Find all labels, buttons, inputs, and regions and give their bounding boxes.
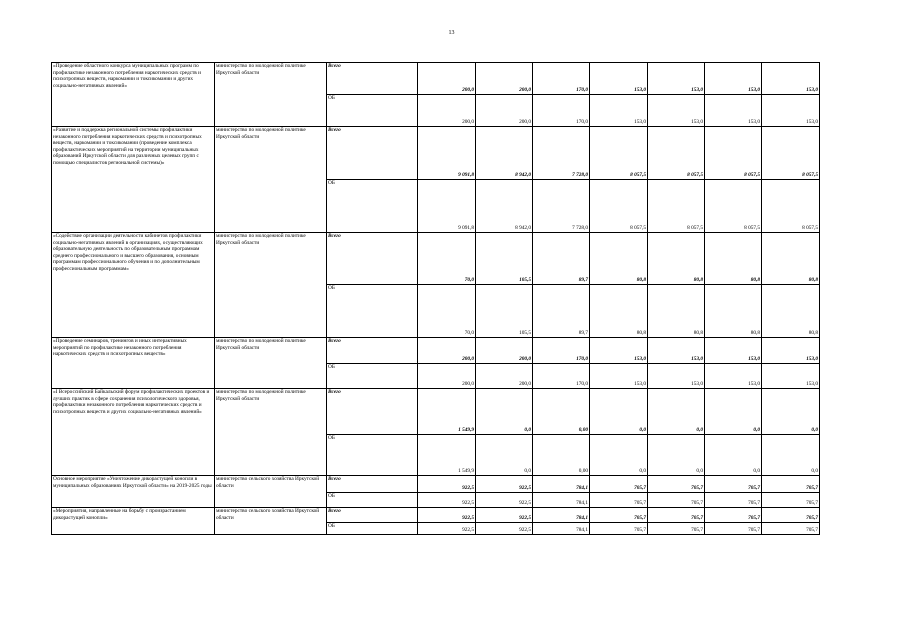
- total-value: 0,0: [590, 389, 648, 435]
- ob-value: 200,0: [476, 95, 533, 127]
- total-value: 153,0: [590, 338, 648, 364]
- total-value: 0,0: [762, 389, 820, 435]
- activity-name: «Проведение семинаров, тренингов и иных интерактивных мероприятий по профилактике незаконного потребления наркотических средств и психотропных веществ»: [52, 338, 215, 389]
- executor-name: министерство по молодежной политике Иркутской области: [215, 389, 327, 476]
- funding-source-ob: ОБ: [327, 180, 418, 233]
- executor-name: министерство сельского хозяйства Иркутской области: [215, 476, 327, 508]
- ob-value: 922,5: [418, 493, 476, 508]
- ob-value: 705,7: [705, 523, 762, 535]
- total-value: 200,0: [418, 338, 476, 364]
- activity-name: «Проведение областного конкурса муниципальных программ по профилактике незаконного потребления наркотических средств и психотропных веществ, наркомании и токсикомании и других социально-негативных явлений»: [52, 63, 215, 127]
- funding-source-total: Всего: [327, 476, 418, 493]
- ob-value: 0,0: [476, 435, 533, 476]
- total-value: 705,7: [705, 476, 762, 493]
- ob-value: 89,7: [533, 285, 590, 338]
- total-value: 70,0: [418, 233, 476, 285]
- ob-value: 153,0: [705, 364, 762, 389]
- ob-value: 705,7: [590, 523, 648, 535]
- ob-value: 0,0: [762, 435, 820, 476]
- total-value: 922,5: [418, 476, 476, 493]
- total-value: 0,0: [705, 389, 762, 435]
- ob-value: 705,7: [762, 493, 820, 508]
- ob-value: 153,0: [590, 364, 648, 389]
- funding-source-total: Всего: [327, 338, 418, 364]
- total-value: 705,7: [762, 476, 820, 493]
- ob-value: 705,7: [705, 493, 762, 508]
- total-value: 153,0: [762, 63, 820, 95]
- ob-value: 153,0: [648, 364, 705, 389]
- ob-value: 8 942,0: [476, 180, 533, 233]
- ob-value: 1 549,9: [418, 435, 476, 476]
- funding-source-ob: ОБ: [327, 285, 418, 338]
- total-value: 80,8: [705, 233, 762, 285]
- total-value: 8 057,5: [648, 127, 705, 180]
- total-value: 153,0: [648, 63, 705, 95]
- total-value: 8 057,5: [590, 127, 648, 180]
- activity-name: «Мероприятия, направленные на борьбу с произрастанием дикорастущей конопли»: [52, 508, 215, 535]
- total-value: 8 057,5: [762, 127, 820, 180]
- ob-value: 9 091,8: [418, 180, 476, 233]
- ob-value: 8 057,5: [705, 180, 762, 233]
- ob-value: 0,00: [533, 435, 590, 476]
- funding-source-total: Всего: [327, 508, 418, 523]
- total-value: 170,0: [533, 338, 590, 364]
- ob-value: 7 728,0: [533, 180, 590, 233]
- executor-name: министерство сельского хозяйства Иркутской области: [215, 508, 327, 535]
- total-value: 0,0: [648, 389, 705, 435]
- ob-value: 784,1: [533, 493, 590, 508]
- funding-source-total: Всего: [327, 127, 418, 180]
- funding-source-ob: ОБ: [327, 95, 418, 127]
- ob-value: 705,7: [648, 523, 705, 535]
- funding-source-total: Всего: [327, 233, 418, 285]
- total-value: 153,0: [590, 63, 648, 95]
- funding-source-ob: ОБ: [327, 435, 418, 476]
- total-value: 153,0: [648, 338, 705, 364]
- ob-value: 153,0: [648, 95, 705, 127]
- ob-value: 8 057,5: [648, 180, 705, 233]
- total-value: 105,5: [476, 233, 533, 285]
- total-value: 1 549,9: [418, 389, 476, 435]
- total-value: 8 057,5: [705, 127, 762, 180]
- total-value: 200,0: [476, 63, 533, 95]
- total-value: 89,7: [533, 233, 590, 285]
- total-value: 922,5: [476, 508, 533, 523]
- total-value: 80,8: [648, 233, 705, 285]
- total-value: 0,0: [476, 389, 533, 435]
- ob-value: 0,0: [590, 435, 648, 476]
- total-value: 705,7: [590, 476, 648, 493]
- ob-value: 922,5: [418, 523, 476, 535]
- total-value: 7 728,0: [533, 127, 590, 180]
- total-value: 80,8: [762, 233, 820, 285]
- executor-name: министерство по молодежной политике Иркутской области: [215, 127, 327, 233]
- table-row: [52, 508, 820, 523]
- total-value: 8 942,0: [476, 127, 533, 180]
- total-value: 705,7: [762, 508, 820, 523]
- ob-value: 80,8: [762, 285, 820, 338]
- ob-value: 105,5: [476, 285, 533, 338]
- total-value: 200,0: [418, 63, 476, 95]
- ob-value: 70,0: [418, 285, 476, 338]
- ob-value: 0,0: [705, 435, 762, 476]
- ob-value: 784,1: [533, 523, 590, 535]
- table-body: [52, 63, 820, 535]
- funding-source-total: Всего: [327, 63, 418, 95]
- ob-value: 80,8: [590, 285, 648, 338]
- ob-value: 80,8: [705, 285, 762, 338]
- total-value: 705,7: [648, 476, 705, 493]
- total-value: 0,00: [533, 389, 590, 435]
- table-row: [52, 233, 820, 285]
- total-value: 922,5: [476, 476, 533, 493]
- executor-name: министерство по молодежной политике Иркутской области: [215, 63, 327, 127]
- total-value: 922,5: [418, 508, 476, 523]
- ob-value: 0,0: [648, 435, 705, 476]
- table-row: [52, 338, 820, 364]
- table-row: [52, 63, 820, 95]
- executor-name: министерство по молодежной политике Иркутской области: [215, 233, 327, 338]
- funding-source-ob: ОБ: [327, 493, 418, 508]
- funding-source-ob: ОБ: [327, 523, 418, 535]
- table-row: [52, 389, 820, 435]
- total-value: 705,7: [648, 508, 705, 523]
- total-value: 784,1: [533, 476, 590, 493]
- total-value: 153,0: [762, 338, 820, 364]
- table-row: [52, 476, 820, 493]
- ob-value: 200,0: [418, 95, 476, 127]
- table-row: [52, 127, 820, 180]
- activity-name: Основное мероприятие «Уничтожение дикорастущей конопли в муниципальных образованиях Иркутской области» на 2019-2025 годы: [52, 476, 215, 508]
- total-value: 170,0: [533, 63, 590, 95]
- budget-table: [51, 62, 820, 535]
- total-value: 153,0: [705, 338, 762, 364]
- ob-value: 922,5: [476, 523, 533, 535]
- total-value: 80,8: [590, 233, 648, 285]
- total-value: 784,1: [533, 508, 590, 523]
- total-value: 200,0: [476, 338, 533, 364]
- activity-name: «Содействие организации деятельности кабинетов профилактики социально-негативных явлений в организациях, осуществляющих образовательную деятельность по образовательным программам среднего профессионального и высшего образования, основным программам профессионального обучения и по дополнительным профессиональным программам»: [52, 233, 215, 338]
- ob-value: 922,5: [476, 493, 533, 508]
- ob-value: 153,0: [762, 364, 820, 389]
- ob-value: 170,0: [533, 95, 590, 127]
- ob-value: 153,0: [762, 95, 820, 127]
- ob-value: 153,0: [590, 95, 648, 127]
- total-value: 705,7: [705, 508, 762, 523]
- page-number: 13: [448, 30, 455, 36]
- ob-value: 705,7: [590, 493, 648, 508]
- ob-value: 200,0: [476, 364, 533, 389]
- activity-name: «I Всероссийский Байкальский форум профилактических проектов и лучших практик в сфере сохранения психологического здоровья, профилактики незаконного потребления наркотических средств и психотропных веществ и других социально-негативных явлений»: [52, 389, 215, 476]
- ob-value: 705,7: [648, 493, 705, 508]
- total-value: 9 091,8: [418, 127, 476, 180]
- funding-source-total: Всего: [327, 389, 418, 435]
- ob-value: 200,0: [418, 364, 476, 389]
- ob-value: 153,0: [705, 95, 762, 127]
- funding-source-ob: ОБ: [327, 364, 418, 389]
- total-value: 705,7: [590, 508, 648, 523]
- ob-value: 705,7: [762, 523, 820, 535]
- activity-name: «Развитие и поддержка региональной системы профилактики незаконного потребления наркотических средств и психотропных веществ, наркомании и токсикомании (проведение комплекса профилактических мероприятий на территории муниципальных образований Иркутской области для различных целевых групп с помощью специалистов региональной системы)»: [52, 127, 215, 233]
- ob-value: 170,0: [533, 364, 590, 389]
- total-value: 153,0: [705, 63, 762, 95]
- ob-value: 80,8: [648, 285, 705, 338]
- ob-value: 8 057,5: [590, 180, 648, 233]
- executor-name: министерство по молодежной политике Иркутской области: [215, 338, 327, 389]
- ob-value: 8 057,5: [762, 180, 820, 233]
